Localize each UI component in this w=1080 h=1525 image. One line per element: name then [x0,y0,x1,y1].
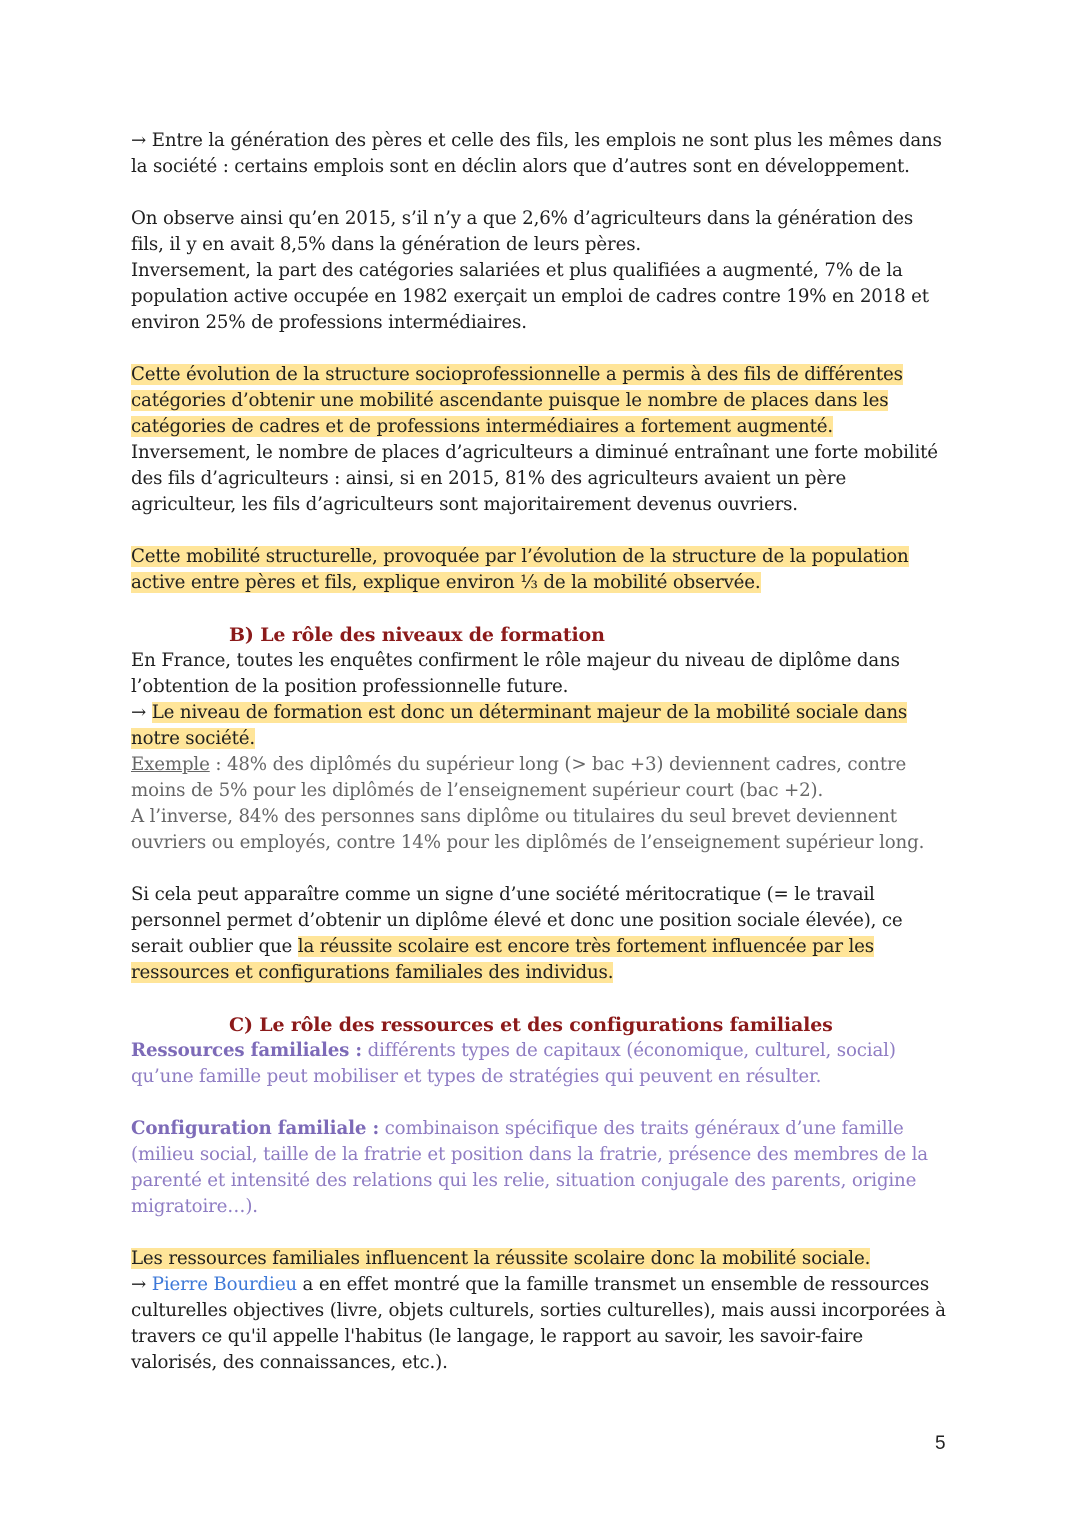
paragraph-a-linverse: A l’inverse, 84% des personnes sans diplôme ou titulaires du seul brevet deviennent ouvriers ou employés, contre 14% pour les diplômés de l’enseignement supérieur long. [131,806,925,853]
definition-term: Ressources familiales : [131,1040,362,1061]
definition-configuration-familiale [131,1116,951,1220]
definition-term: Configuration familiale : [131,1118,380,1139]
paragraph-exemple [131,752,951,804]
highlight-determinant: Le niveau de formation est donc un déterminant majeur de la mobilité sociale dans notre société. [131,702,908,749]
paragraph-categories-salariees: Inversement, la part des catégories salariées et plus qualifiées a augmenté, 7% de la population active occupée en 1982 exerçait un emploi de cadres contre 19% en 2018 et environ 25% de professions intermédiaires. [131,260,929,333]
author-name: Pierre Bourdieu [151,1274,297,1295]
meritocratie-text: Si cela peut apparaître comme un signe d’une société méritocratique (= le travail personnel permet d’obtenir un diplôme élevé et donc une position sociale élevée), ce serait oublier que [131,884,903,957]
arrow-glyph: → [131,1274,152,1295]
paragraph-generations: → Entre la génération des pères et celle des fils, les emplois ne sont plus les mêmes dans la société : certains emplois sont en déclin alors que d’autres sont en développement. [131,130,942,177]
paragraph-mobilite-structurelle [131,544,951,596]
arrow-glyph: → [131,702,147,723]
highlight-reussite-scolaire: la réussite scolaire est encore très fortement influencée par les ressources et configurations familiales des individus. [131,936,874,983]
paragraph-meritocratie [131,882,951,986]
definition-text: différents types de capitaux (économique, culturel, social) qu’une famille peut mobiliser et types de stratégies qui peuvent en résulter. [131,1040,896,1087]
exemple-text: : 48% des diplômés du supérieur long (> bac +3) deviennent cadres, contre moins de 5% pour les diplômés de l’enseignement supérieur court (bac +2). [131,754,907,801]
heading-ressources-configurations: C) Le rôle des ressources et des configurations familiales [229,1014,833,1036]
paragraph-determinant [131,700,951,752]
paragraph-agriculteurs-2015: On observe ainsi qu’en 2015, s’il n’y a que 2,6% d’agriculteurs dans la génération des fils, il y en avait 8,5% dans la génération de leurs pères. [131,208,914,255]
page-number: 5 [935,1433,946,1454]
definition-ressources-familiales [131,1038,951,1090]
highlight-mobilite-structurelle: Cette mobilité structurelle, provoquée par l’évolution de la structure de la population active entre pères et fils, explique environ ⅓ de la mobilité observée. [131,546,909,593]
paragraph-enquetes: En France, toutes les enquêtes confirment le rôle majeur du niveau de diplôme dans l’obtention de la position professionnelle future. [131,650,900,697]
paragraph-places-agriculteurs: Inversement, le nombre de places d’agriculteurs a diminué entraînant une forte mobilité des fils d’agriculteurs : ainsi, si en 2015, 81% des agriculteurs avaient un père agriculteur, les fils d’agriculteurs sont majoritairement devenus ouvriers. [131,442,938,515]
highlight-ressources-influence: Les ressources familiales influencent la réussite scolaire donc la mobilité sociale. [131,1248,871,1269]
bourdieu-text: a en effet montré que la famille transmet un ensemble de ressources culturelles objectives (livre, objets culturels, sorties culturelles), mais aussi incorporées à travers ce qu'il appelle l'habitus (le langage, le rapport au savoir, les savoir-faire valorisés, des connaissances, etc.). [131,1274,946,1373]
paragraph-bourdieu [131,1272,951,1376]
exemple-label: Exemple [131,754,210,775]
highlight-evolution: Cette évolution de la structure socioprofessionnelle a permis à des fils de différentes catégories d’obtenir une mobilité ascendante puisque le nombre de places dans les catégories de cadres et de professions intermédiaires a fortement augmenté. [131,364,903,437]
paragraph-ressources-influence [131,1246,951,1272]
document-body [131,128,951,1376]
paragraph-evolution-structure [131,362,951,440]
heading-niveaux-formation: B) Le rôle des niveaux de formation [229,624,605,646]
definition-text: combinaison spécifique des traits généraux d’une famille (milieu social, taille de la fratrie et position dans la fratrie, présence des membres de la parenté et intensité des relations qui les relie, situation conjugale des parents, origine migratoire…). [131,1118,928,1217]
